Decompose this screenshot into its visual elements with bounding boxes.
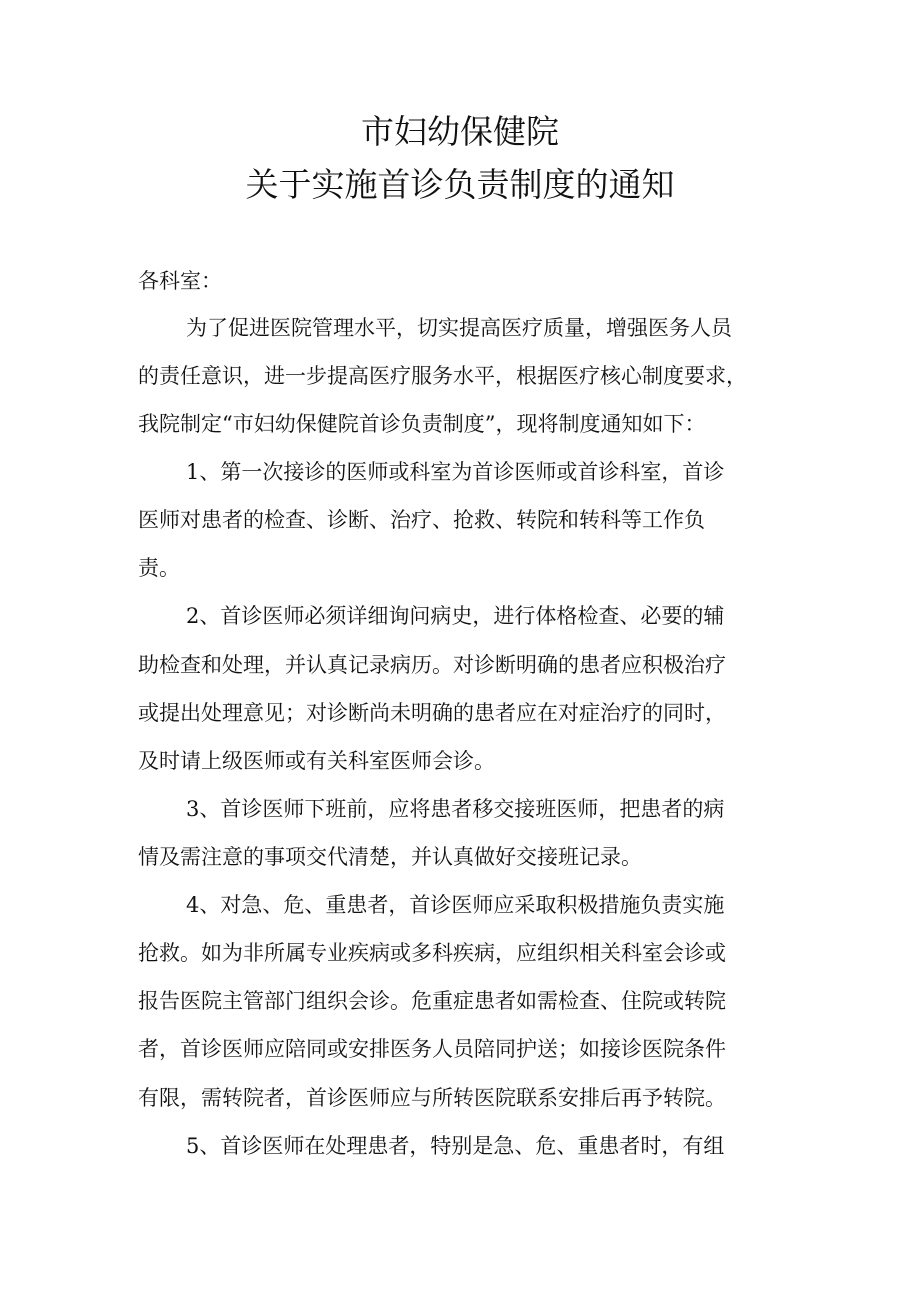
paragraph-line: 1、第一次接诊的医师或科室为首诊医师或首诊科室，首诊 (186, 460, 725, 484)
paragraph-line: 3、首诊医师下班前，应将患者移交接班医师，把患者的病 (186, 797, 725, 821)
paragraph-line: 抢救。如为非所属专业疾病或多科疾病，应组织相关科室会诊或 (138, 941, 726, 965)
paragraph-line: 2、首诊医师必须详细询问病史，进行体格检查、必要的辅 (186, 604, 725, 628)
document-title-hospital: 市妇幼保健院 (361, 112, 559, 151)
salutation: 各科室： (138, 269, 222, 293)
paragraph-line: 4、对急、危、重患者，首诊医师应采取积极措施负责实施 (186, 893, 725, 917)
paragraph-line: 我院制定“市妇幼保健院首诊负责制度”，现将制度通知如下： (138, 412, 706, 436)
paragraph-line: 有限，需转院者，首诊医师应与所转医院联系安排后再予转院。 (138, 1086, 726, 1110)
paragraph-line: 情及需注意的事项交代清楚，并认真做好交接班记录。 (138, 845, 642, 869)
paragraph-line: 医师对患者的检查、诊断、治疗、抢救、转院和转科等工作负 (138, 508, 705, 532)
paragraph-line: 5、首诊医师在处理患者，特别是急、危、重患者时，有组 (186, 1134, 725, 1158)
paragraph-line: 的责任意识，进一步提高医疗服务水平，根据医疗核心制度要求， (138, 364, 747, 388)
paragraph-line: 者，首诊医师应陪同或安排医务人员陪同护送；如接诊医院条件 (138, 1037, 726, 1061)
paragraph-line: 及时请上级医师或有关科室医师会诊。 (138, 749, 495, 773)
paragraph-line: 助检查和处理，并认真记录病历。对诊断明确的患者应积极治疗 (138, 653, 726, 677)
paragraph-line: 为了促进医院管理水平，切实提高医疗质量，增强医务人员 (186, 316, 732, 340)
paragraph-line: 责。 (138, 556, 180, 580)
paragraph-line: 报告医院主管部门组织会诊。危重症患者如需检查、住院或转院 (138, 989, 726, 1013)
document-title-notice: 关于实施首诊负责制度的通知 (245, 165, 675, 204)
paragraph-line: 或提出处理意见；对诊断尚未明确的患者应在对症治疗的同时， (138, 701, 726, 725)
